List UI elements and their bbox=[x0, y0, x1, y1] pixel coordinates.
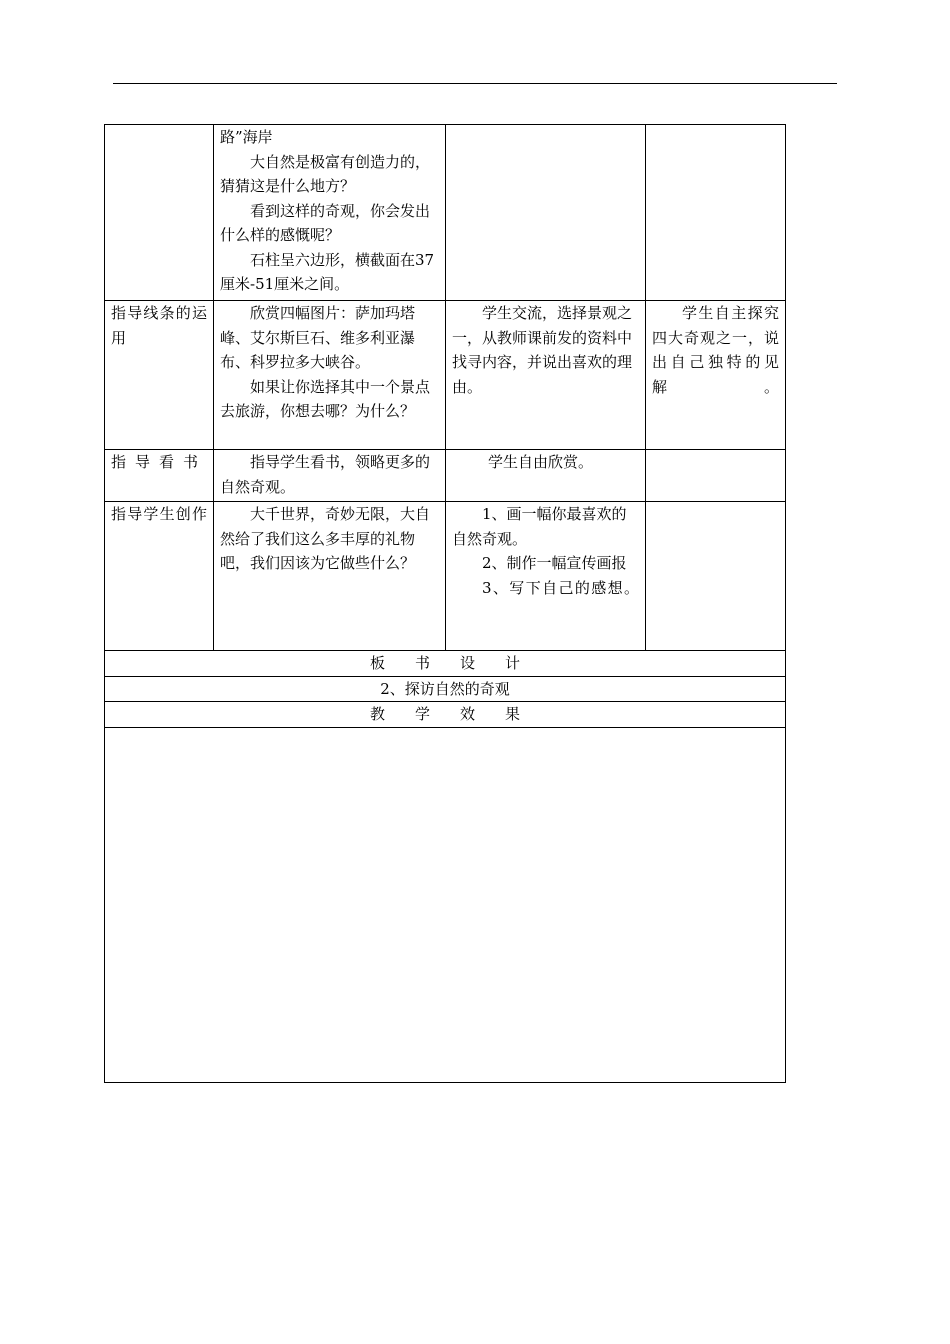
table-row bbox=[105, 727, 786, 1082]
table-row bbox=[105, 502, 786, 651]
text-paragraph: 欣赏四幅图片：萨加玛塔峰、艾尔斯巨石、维多利亚瀑布、科罗拉多大峡谷。 bbox=[220, 304, 416, 371]
text-line: 路”海岸 bbox=[220, 128, 273, 146]
board-design-heading: 板 书 设 计 bbox=[105, 651, 786, 677]
text-paragraph: 如果让你选择其中一个景点去旅游，你想去哪？为什么？ bbox=[220, 377, 431, 420]
teaching-effect-content bbox=[105, 727, 786, 1082]
text-paragraph: 大自然是极富有创造力的，猜猜这是什么地方？ bbox=[220, 152, 431, 195]
student-activity-cell bbox=[446, 301, 646, 450]
text-paragraph: 学生自主探究四大奇观之一，说出自己独特的见解。 bbox=[652, 304, 779, 396]
text-paragraph: 看到这样的奇观，你会发出什么样的感慨呢？ bbox=[220, 201, 431, 244]
text-paragraph: 3、写下自己的感想。 bbox=[482, 578, 639, 597]
text-paragraph: 指导学生看书，领略更多的自然奇观。 bbox=[220, 453, 431, 496]
header-rule bbox=[113, 83, 837, 84]
row-label: 指导学生创作 bbox=[111, 505, 207, 523]
student-activity-cell bbox=[446, 450, 646, 502]
table-row bbox=[105, 676, 786, 702]
table-row bbox=[105, 450, 786, 502]
design-intent-cell bbox=[646, 502, 786, 651]
teacher-activity-cell bbox=[214, 450, 446, 502]
row-label: 指导线条的运 用 bbox=[111, 304, 238, 347]
student-activity-cell bbox=[446, 502, 646, 651]
teacher-activity-cell bbox=[214, 125, 446, 301]
design-intent-cell bbox=[646, 450, 786, 502]
text-paragraph: 1、画一幅你最喜欢的自然奇观。 bbox=[452, 505, 627, 548]
text-paragraph: 大千世界，奇妙无限，大自然给了我们这么多丰厚的礼物吧，我们因该为它做些什么？ bbox=[220, 505, 431, 572]
design-intent-cell bbox=[646, 301, 786, 450]
teacher-activity-cell bbox=[214, 301, 446, 450]
row-label-cell bbox=[105, 301, 238, 450]
table-row bbox=[105, 702, 786, 728]
student-activity-cell bbox=[446, 125, 646, 301]
table-row bbox=[105, 301, 786, 450]
label-cell-empty bbox=[105, 125, 214, 301]
text-paragraph: 2、制作一幅宣传画报 bbox=[482, 554, 627, 572]
row-label-cell bbox=[105, 502, 214, 651]
design-intent-cell bbox=[646, 125, 786, 301]
table-row bbox=[105, 651, 786, 677]
board-design-content: 2、探访自然的奇观 bbox=[105, 676, 786, 702]
table-row bbox=[105, 125, 786, 301]
row-label: 指导看书 bbox=[111, 453, 208, 471]
text-paragraph: 学生交流，选择景观之一，从教师课前发的资料中找寻内容，并说出喜欢的理由。 bbox=[452, 304, 633, 396]
teacher-activity-cell bbox=[214, 502, 446, 651]
text-paragraph: 石柱呈六边形，横截面在37厘米-51厘米之间。 bbox=[220, 250, 435, 293]
row-label-cell bbox=[105, 450, 214, 502]
text-paragraph: 学生自由欣赏。 bbox=[488, 453, 594, 471]
lesson-plan-table bbox=[104, 124, 786, 1083]
teaching-effect-heading: 教 学 效 果 bbox=[105, 702, 786, 728]
